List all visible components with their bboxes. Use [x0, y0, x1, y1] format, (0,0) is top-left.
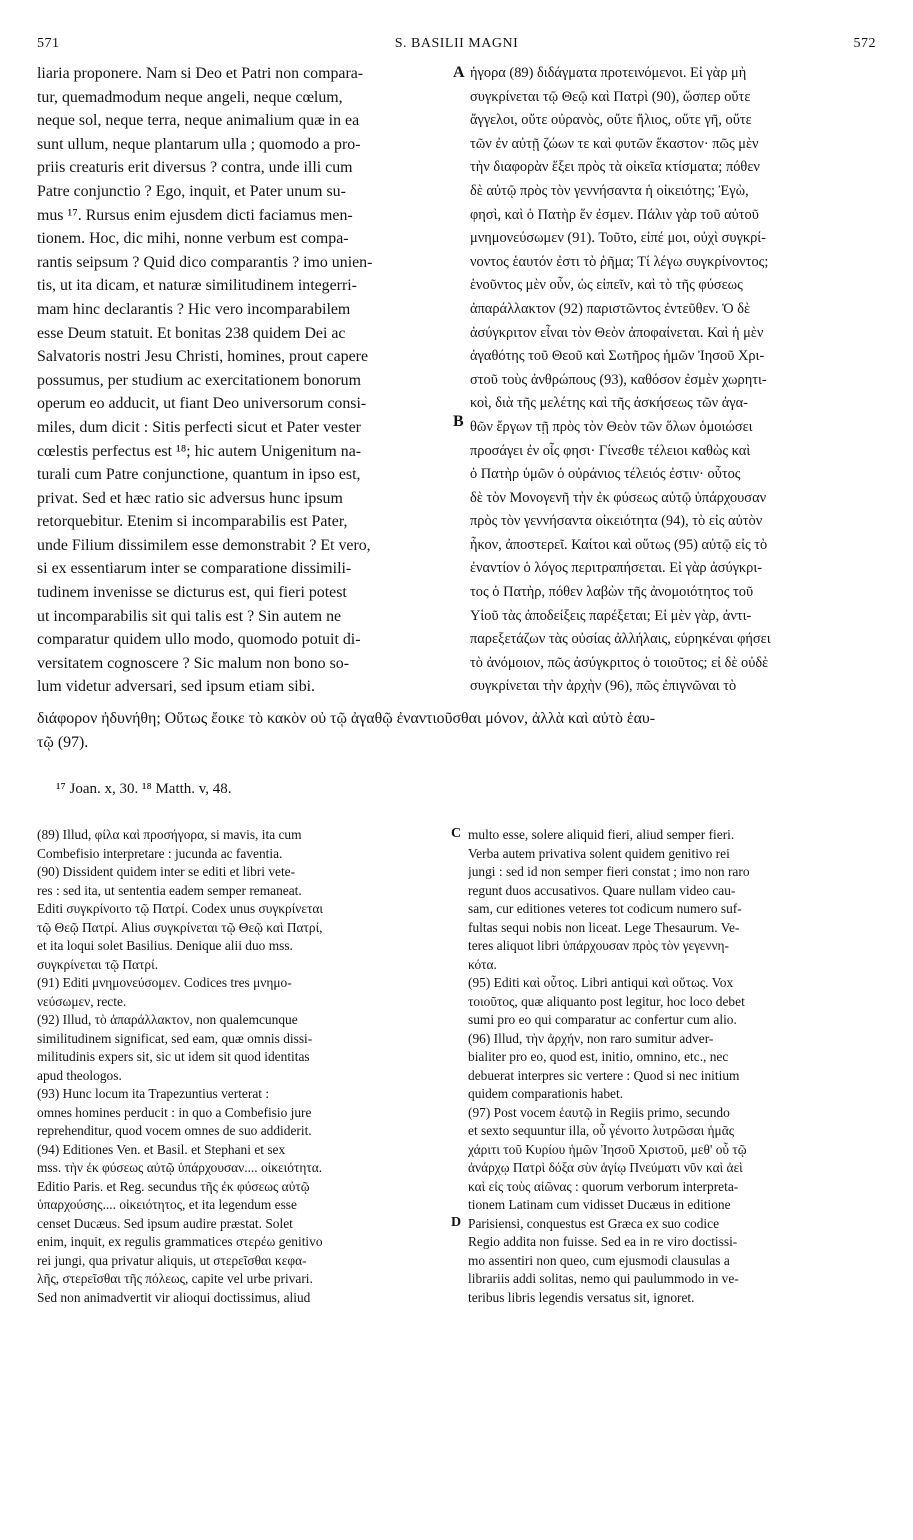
latin-line: lum videtur adversari, sed ipsum etiam sibi.: [37, 678, 316, 696]
notes-right-column: [468, 826, 880, 1307]
note-line: καὶ εἰς τοὺς αἰῶνας : quorum verborum interpreta-: [468, 1178, 739, 1194]
note-line: (92) Illud, τὸ ἀπαράλλακτον, non qualemcunque: [37, 1012, 298, 1027]
note-line: teribus libris legendis versatus sit, ignoret.: [468, 1289, 695, 1305]
greek-line: ἑνοῦντος μὲν οὖν, ὡς εἰπεῖν, καὶ τὸ τῆς φύσεως: [470, 277, 743, 294]
note-line: Editio Paris. et Reg. secundus τῆς ἐκ φύσεως αὐτῷ: [37, 1178, 310, 1194]
note-line: Verba autem privativa solent quidem genitivo rei: [468, 845, 730, 861]
note-line: apud theologos.: [37, 1067, 122, 1083]
note-line: Combefisio interpretare : jucunda ac faventia.: [37, 845, 283, 861]
latin-line: Salvatoris nostri Jesu Christi, homines, prout capere: [37, 348, 369, 366]
latin-line: tudinem invenisse se dicturus est, qui fieri potest: [37, 584, 347, 602]
note-line: χάριτι τοῦ Κυρίου ἡμῶν Ἰησοῦ Χριστοῦ, μεθ' οὗ τῷ: [468, 1141, 747, 1157]
note-line: Editi συγκρίνοιτο τῷ Πατρί. Codex unus συγκρίνεται: [37, 901, 323, 916]
note-line: librariis addi solitas, nemo qui paulummodo in ve-: [468, 1271, 739, 1286]
greek-line: ἀσύγκριτον εἶναι τὸν Θεὸν ἀποφαίνεται. Καὶ ἡ μὲν: [470, 324, 764, 341]
latin-line: retorquebitur. Etenim si incomparabilis est Pater,: [37, 513, 348, 531]
latin-line: tionem. Hoc, dic mihi, nonne verbum est compa-: [37, 230, 349, 248]
note-line: νεύσωμεν, recte.: [37, 993, 127, 1009]
latin-line: privat. Sed et hæc ratio sic adversus hunc ipsum: [37, 489, 343, 507]
note-line: regunt duos accusativos. Quare nullam video cau-: [468, 882, 736, 898]
greek-line: δὲ τὸν Μονογενῆ τὴν ἐκ φύσεως αὐτῷ ὑπάρχουσαν: [470, 489, 767, 506]
greek-line: νοντος ἑαυτόν ἐστι τὸ ῥῆμα; Τί λέγω συγκρίνοντος;: [470, 253, 769, 270]
latin-line: operum eo adducit, ut fiant Deo universorum consi-: [37, 395, 367, 413]
greek-line: θῶν ἔργων τῇ πρὸς τὸν Θεὸν τῶν ὅλων ὁμοιώσει: [470, 418, 753, 435]
note-line: (95) Editi καὶ οὗτος. Libri antiqui καὶ οὕτως. Vox: [468, 975, 734, 990]
note-line: fultas sequi nobis non liceat. Lege Thesaurum. Ve-: [468, 919, 740, 935]
note-line: bialiter pro eo, quod est, initio, omnino, etc., nec: [468, 1049, 729, 1064]
greek-line: τος ὁ Πατὴρ, πόθεν λαβὼν τῆς ἀνομοιότητος τοῦ: [470, 584, 754, 601]
greek-line: συγκρίνεται τὴν ἀρχὴν (96), πῶς ἐπιγνῶναι τὸ: [470, 678, 737, 695]
note-line: (96) Illud, τὴν ἀρχήν, non raro sumitur adver-: [468, 1030, 714, 1046]
latin-line: possumus, per studium ac exercitationem bonorum: [37, 371, 361, 389]
note-line: sam, cur editiones veteres tot codicum numero suf-: [468, 901, 742, 916]
greek-line: κοὶ, διὰ τῆς μελέτης καὶ τῆς ἀσκήσεως τῶν ἀγα-: [470, 395, 748, 412]
note-line: mo assentiri non queo, cum ejusmodi clausulas a: [468, 1252, 730, 1268]
latin-line: neque sol, neque terra, neque animalium quæ in ea: [37, 112, 360, 130]
note-line: rei jungi, qua privatur aliquis, ut στερεῖσθαι κεφα-: [37, 1252, 307, 1268]
note-line: Sed non animadvertit vir alioqui doctissimus, aliud: [37, 1289, 311, 1305]
greek-line: μνημονεύσωμεν (91). Τοῦτο, εἰπέ μοι, οὐχὶ συγκρί-: [470, 230, 766, 247]
latin-line: esse Deum statuit. Et bonitas 238 quidem Dei ac: [37, 324, 346, 342]
latin-line: cœlestis perfectus est ¹⁸; hic autem Unigenitum na-: [37, 442, 362, 460]
latin-line: turali cum Patre conjunctione, quantum in ipso est,: [37, 466, 361, 484]
margin-letter-a: A: [453, 64, 465, 81]
note-line: συγκρίνεται τῷ Πατρί.: [37, 956, 159, 972]
latin-line: rantis seipsum ? Quid dico comparantis ? imo unien-: [37, 253, 373, 271]
note-line: (93) Hunc locum ita Trapezuntius verterat :: [37, 1086, 270, 1101]
note-line: ὑπαρχούσης.... οἰκειότητος, et ita legendum esse: [37, 1197, 297, 1212]
note-line: sumi pro eo qui comparatur ac confertur cum alio.: [468, 1012, 737, 1027]
greek-line: ἄγγελοι, οὔτε οὐρανὸς, οὔτε ἥλιος, οὔτε γῆ, οὔτε: [470, 112, 752, 129]
latin-line: mus ¹⁷. Rursus enim ejusdem dicti faciamus men-: [37, 206, 353, 224]
margin-letter-c: C: [451, 826, 462, 841]
latin-line: priis creaturis erit diversus ? contra, unde illi cum: [37, 159, 353, 177]
running-title: S. BASILII MAGNI: [394, 36, 519, 51]
latin-line: liaria proponere. Nam si Deo et Patri non compara-: [37, 65, 364, 82]
page-number-right: 572: [853, 36, 876, 51]
latin-line: tur, quemadmodum neque angeli, neque cœlum,: [37, 88, 343, 106]
note-line: κότα.: [468, 956, 497, 972]
note-line: res : sed ita, ut sententia eadem semper remaneat.: [37, 882, 302, 898]
note-line: et sexto sequuntur illa, οὗ γένοιτο λυτρῶσαι ἡμᾶς: [468, 1123, 735, 1138]
latin-line: si ex essentiarum inter se comparatione dissimili-: [37, 560, 352, 578]
spanning-line: διάφορον ἠδυνήθη; Οὕτως ἔοικε τὸ κακὸν οὐ τῷ ἀγαθῷ ἐναντιοῦσθαι μόνον, ἀλλὰ καὶ αὐτὸ ἑαυ-: [37, 710, 656, 727]
page-number-left: 571: [37, 36, 60, 51]
greek-line: ἐναντίον ὁ λόγος περιτραπήσεται. Εἰ γὰρ ἀσύγκρι-: [470, 560, 763, 577]
note-line: militudinis expers sit, sic ut idem sit quod identitas: [37, 1049, 310, 1064]
greek-line: δὲ αὐτῷ πρὸς τὸν γεννήσαντα ἡ οἰκειότης; Ἐγὼ,: [470, 182, 749, 199]
note-line: τῷ Θεῷ Πατρί. Alius συγκρίνεται τῷ Θεῷ καὶ Πατρί,: [37, 919, 323, 935]
note-line: tionem Latinam cum vidisset Ducæus in editione: [468, 1197, 731, 1212]
note-line: λῆς, στερεῖσθαι τῆς πόλεως, capite vel urbe privari.: [37, 1271, 313, 1286]
spanning-text: [37, 707, 882, 755]
note-line: (91) Editi μνημονεύσομεν. Codices tres μνημο-: [37, 975, 292, 990]
note-line: (90) Dissident quidem inter se editi et libri vete-: [37, 864, 296, 879]
greek-line: ἧκον, ἀποστερεῖ. Καίτοι καὶ οὕτως (95) αὐτῷ εἰς τὸ: [470, 536, 768, 553]
note-line: jungi : sed id non semper fieri constat ; imo non raro: [468, 864, 750, 879]
greek-line: ἀγαθότης τοῦ Θεοῦ καὶ Σωτῆρος ἡμῶν Ἰησοῦ Χρι-: [470, 348, 765, 365]
note-line: omnes homines perducit : in quo a Combefisio jure: [37, 1104, 312, 1120]
latin-line: sunt ullum, neque plantarum ulla ; quomodo a pro-: [37, 135, 361, 153]
note-line: multo esse, solere aliquid fieri, aliud semper fieri.: [468, 827, 735, 842]
greek-line: συγκρίνεται τῷ Θεῷ καὶ Πατρὶ (90), ὥσπερ οὔτε: [470, 88, 751, 105]
margin-letter-d: D: [451, 1215, 462, 1230]
notes-left-column: [37, 826, 447, 1307]
scripture-footnotes: ¹⁷ Joan. x, 30. ¹⁸ Matth. v, 48.: [56, 781, 232, 797]
note-line: ἀνάρχῳ Πατρὶ δόξα σὺν ἁγίῳ Πνεύματι νῦν καὶ ἀεὶ: [468, 1160, 743, 1175]
note-line: et ita loqui solet Basilius. Denique alii duo mss.: [37, 938, 293, 953]
note-line: Parisiensi, conquestus est Græca ex suo codice: [468, 1215, 720, 1231]
greek-line: τῶν ἐν αὐτῇ ζώων τε καὶ φυτῶν ἕκαστον· πῶς μὲν: [470, 135, 759, 152]
note-line: censet Ducæus. Sed ipsum audire præstat. Solet: [37, 1215, 293, 1231]
greek-line: πρὸς τὸν γεννήσαντα οἰκειότητα (94), τὸ εἰς αὐτὸν: [470, 513, 763, 530]
spanning-line: τῷ (97).: [37, 734, 89, 751]
greek-line: τὴν διαφορὰν ἕξει πρὸς τὰ οἰκεῖα κτίσματα; πόθεν: [470, 159, 760, 176]
greek-line: ἡγορα (89) διδάγματα προτεινόμενοι. Εἰ γὰρ μὴ: [470, 65, 747, 81]
latin-line: ut incomparabilis sit qui talis est ? Sin autem ne: [37, 607, 342, 625]
greek-line: Υἱοῦ τὰς ἀποδείξεις παρέξεται; Εἰ μὲν γὰρ, ἀντι-: [470, 607, 752, 624]
latin-column: [37, 62, 447, 699]
latin-line: tis, ut ita dicam, et naturæ similitudinem integerri-: [37, 277, 357, 295]
greek-line: τὸ ἀνόμοιον, πῶς ἀσύγκριτος ὁ τοιοῦτος; εἰ δὲ οὐδὲ: [470, 654, 769, 671]
greek-line: ὁ Πατὴρ ὑμῶν ὁ οὐράνιος τέλειός ἐστιν· οὗτος: [470, 466, 741, 483]
note-line: enim, inquit, ex regulis grammatices στερέω genitivo: [37, 1234, 323, 1249]
note-line: (97) Post vocem ἑαυτῷ in Regiis primo, secundo: [468, 1104, 730, 1120]
greek-line: στοῦ τοὺς ἀνθρώπους (93), καθόσον ἐσμὲν χωρητι-: [470, 371, 767, 388]
note-line: debuerat interpres sic vertere : Quod si nec initium: [468, 1067, 740, 1083]
latin-line: mam hinc declarantis ? Hic vero incomparabilem: [37, 300, 351, 318]
greek-column: [470, 62, 880, 699]
margin-letter-b: B: [453, 413, 464, 430]
note-line: teres aliquot libri ὑπάρχουσαν πρὸς τὸν γεγεννη-: [468, 938, 729, 953]
greek-line: προσάγει ἐν οἷς φησι· Γίνεσθε τέλειοι καθὼς καὶ: [470, 442, 751, 459]
greek-line: φησὶ, καὶ ὁ Πατὴρ ἕν ἐσμεν. Πάλιν γὰρ τοῦ αὐτοῦ: [470, 206, 759, 223]
greek-line: ἀπαράλλακτον (92) παριστῶντος ἐντεῦθεν. Ὁ δὲ: [470, 300, 751, 317]
note-line: similitudinem significat, sed eam, quæ omnis dissi-: [37, 1030, 313, 1046]
latin-line: comparatur quidem ullo modo, quomodo potuit di-: [37, 631, 361, 649]
note-line: reprehenditur, quod vocem omnes de suo addiderit.: [37, 1123, 312, 1138]
note-line: τοιοῦτος, quæ aliquanto post legitur, hoc loco debet: [468, 993, 745, 1009]
latin-line: unde Filium dissimilem esse demonstrabit ? Et vero,: [37, 536, 371, 554]
latin-line: versitatem cognoscere ? Sic malum non bono so-: [37, 654, 349, 672]
greek-line: παρεξετάζων τὰς οὐσίας ἀλλήλαις, εὑρηκέναι φήσει: [470, 631, 771, 648]
note-line: Regio addita non fuisse. Sed ea in re viro doctissi-: [468, 1234, 738, 1249]
note-line: (94) Editiones Ven. et Basil. et Stephani et sex: [37, 1141, 286, 1157]
note-line: quidem comparationis habet.: [468, 1086, 624, 1101]
note-line: mss. τὴν ἐκ φύσεως αὐτῷ ὑπάρχουσαν.... οἰκειότητα.: [37, 1160, 323, 1175]
latin-line: Patre conjunctio ? Ego, inquit, et Pater unum su-: [37, 182, 346, 200]
note-line: (89) Illud, φίλα καὶ προσήγορα, si mavis, ita cum: [37, 827, 302, 842]
latin-line: miles, dum dicit : Sitis perfecti sicut et Pater vester: [37, 418, 361, 436]
